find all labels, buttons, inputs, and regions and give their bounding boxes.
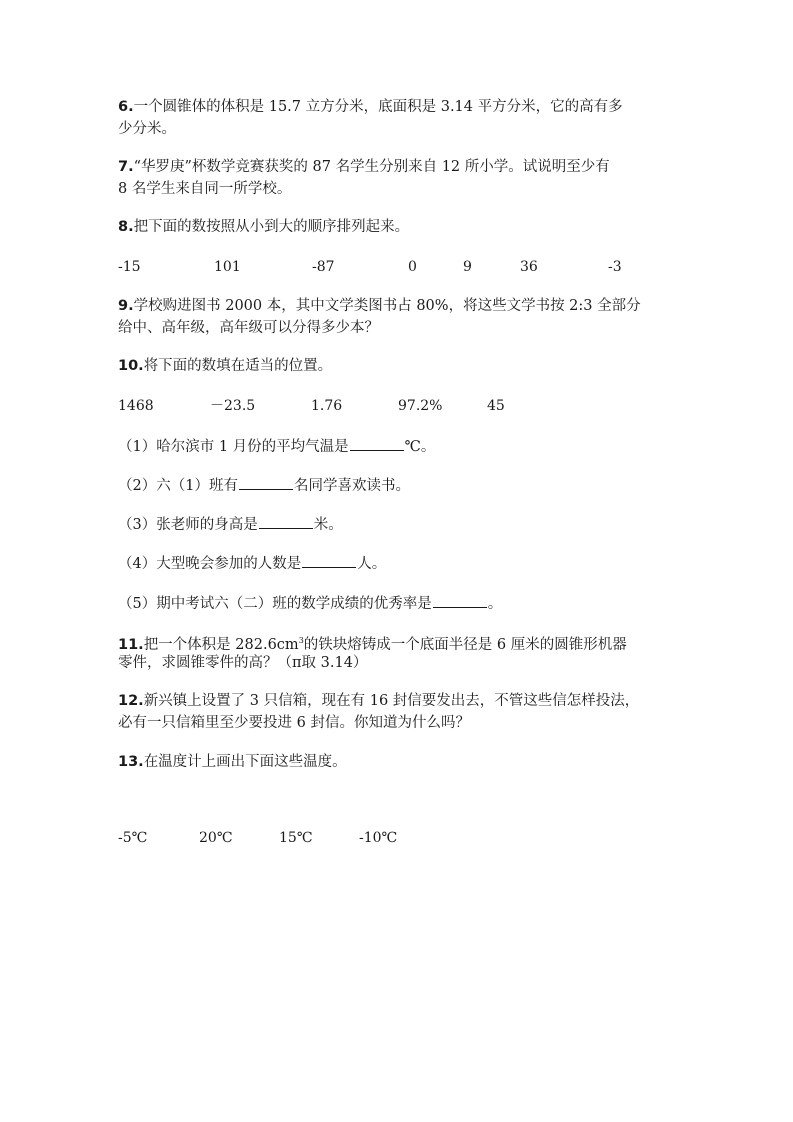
question-12-line-1 <box>118 691 639 711</box>
q10-number-item: 97.2% <box>398 398 443 414</box>
question-6-text: 一个圆锥体的体积是 15.7 立方分米，底面积是 3.14 平方分米，它的高有多 <box>133 99 623 115</box>
fill-item-suffix: 米。 <box>313 517 343 533</box>
q8-number-item: -3 <box>608 259 622 275</box>
question-13-text: 在温度计上画出下面这些温度。 <box>143 754 347 770</box>
fill-item-prefix: （2）六（1）班有 <box>118 478 238 494</box>
q8-number-item: 101 <box>214 259 241 275</box>
question-11-text: 把一个体积是 282.6cm <box>143 636 299 653</box>
question-10-line-1 <box>118 356 332 376</box>
question-9-line-1 <box>118 296 641 316</box>
q10-fill-item-4 <box>118 552 386 574</box>
question-11-text-cont: 的铁块熔铸成一个底面半径是 6 厘米的圆锥形机器 <box>303 636 627 653</box>
answer-blank[interactable] <box>259 513 313 529</box>
question-7-line-1 <box>118 157 610 177</box>
q10-number-item: 1468 <box>118 398 154 414</box>
question-13-number: 13. <box>118 754 144 770</box>
question-9-line-2: 给中、高年级，高年级可以分得多少本？ <box>118 320 379 336</box>
q8-number-item: 36 <box>520 259 538 275</box>
answer-blank[interactable] <box>302 552 356 568</box>
q10-number-item: －23.5 <box>210 398 256 414</box>
question-7-number: 7. <box>118 159 134 175</box>
fill-item-prefix: （4）大型晚会参加的人数是 <box>118 556 302 572</box>
question-8-text: 把下面的数按照从小到大的顺序排列起来。 <box>133 219 410 235</box>
fill-item-suffix: 。 <box>487 596 503 612</box>
question-6-line-1 <box>118 97 623 117</box>
temperature-label: -5℃ <box>118 830 148 846</box>
answer-blank[interactable] <box>239 474 293 490</box>
q8-number-item: -87 <box>312 259 335 275</box>
q8-number-item: 9 <box>463 259 472 275</box>
question-10-text: 将下面的数填在适当的位置。 <box>143 358 333 374</box>
superscript-exponent: 3 <box>298 636 304 645</box>
q10-fill-item-1 <box>118 435 435 457</box>
q8-number-item: -15 <box>118 259 141 275</box>
question-8-number: 8. <box>118 219 134 235</box>
q10-fill-item-2 <box>118 474 410 496</box>
fill-item-suffix: ℃。 <box>404 439 436 455</box>
q10-number-item: 45 <box>487 398 505 414</box>
answer-blank[interactable] <box>433 592 487 608</box>
question-11-line-2: 零件，求圆锥零件的高？（π取 3.14） <box>118 655 368 671</box>
q10-number-item: 1.76 <box>311 398 343 414</box>
question-12-text: 新兴镇上设置了 3 只信箱，现在有 16 封信要发出去，不管这些信怎样投法， <box>143 693 640 709</box>
fill-item-suffix: 人。 <box>357 556 387 572</box>
q10-fill-item-5 <box>118 592 502 614</box>
fill-item-prefix: （1）哈尔滨市 1 月份的平均气温是 <box>118 439 349 455</box>
fill-item-prefix: （5）期中考试六（二）班的数学成绩的优秀率是 <box>118 596 432 612</box>
question-9-number: 9. <box>118 298 134 314</box>
question-6-line-2: 少分米。 <box>118 121 176 137</box>
question-11-number: 11. <box>118 636 144 653</box>
temperature-label: -10℃ <box>359 830 398 846</box>
question-12-line-2: 必有一只信箱里至少要投进 6 封信。你知道为什么吗？ <box>118 715 470 731</box>
fill-item-suffix: 名同学喜欢读书。 <box>293 478 410 494</box>
question-6-number: 6. <box>118 99 134 115</box>
temperature-label: 15℃ <box>279 830 313 846</box>
question-7-text: “华罗庚”杯数学竞赛获奖的 87 名学生分别来自 12 所小学。试说明至少有 <box>133 159 610 175</box>
question-13-line-1 <box>118 752 347 772</box>
fill-item-prefix: （3）张老师的身高是 <box>118 517 258 533</box>
question-10-number: 10. <box>118 358 144 374</box>
question-12-number: 12. <box>118 693 144 709</box>
question-7-line-2: 8 名学生来自同一所学校。 <box>118 181 292 197</box>
answer-blank[interactable] <box>350 435 404 451</box>
question-8-line-1 <box>118 217 409 237</box>
q8-number-item: 0 <box>408 259 417 275</box>
temperature-label: 20℃ <box>199 830 233 846</box>
question-11-line-1 <box>118 631 627 655</box>
question-9-text: 学校购进图书 2000 本，其中文学类图书占 80%，将这些文学书按 2:3 全部分 <box>133 298 641 314</box>
q10-fill-item-3 <box>118 513 343 535</box>
